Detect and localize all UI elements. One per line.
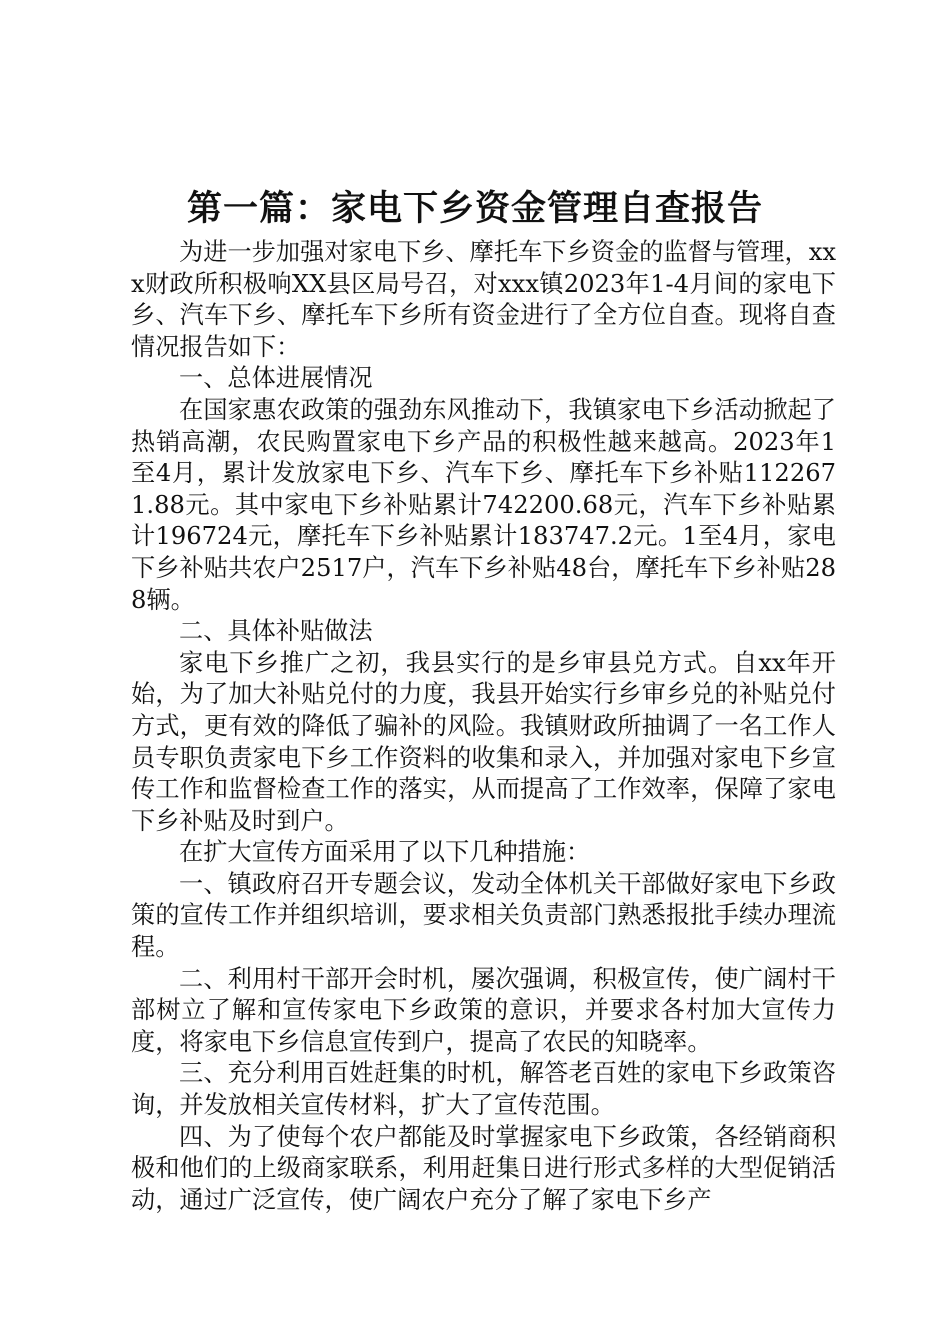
section-heading-subsidy-practice: 二、具体补贴做法 [179,617,373,646]
publicity-measures-intro: 在扩大宣传方面采用了以下几种措施： [179,838,591,867]
measure-item-4: 四、为了使每个农户都能及时掌握家电下乡政策，各经销商积极和他们的上级商家联系，利用赶集日进行形式多样的大型促销活动，通过广泛宣传，使广阔农户充分了解了家电下乡产 [131,1122,836,1214]
document-title: 第一篇：家电下乡资金管理自查报告 [186,189,763,229]
section-heading-overall-progress: 一、总体进展情况 [179,364,373,393]
measure-item-1: 一、镇政府召开专题会议，发动全体机关干部做好家电下乡政策的宣传工作并组织培训，要求相关负责部门熟悉报批手续办理流程。 [131,869,836,962]
overall-progress-paragraph: 在国家惠农政策的强劲东风推动下，我镇家电下乡活动掀起了热销高潮，农民购置家电下乡产品的积极性越来越高。2023年1至4月，累计发放家电下乡、汽车下乡、摩托车下乡补贴1122671.88元。其中家电下乡补贴累计742200.68元，汽车下乡补贴累计196724元，摩托车下乡补贴累计183747.2元。1至4月，家电下乡补贴共农户2517户，汽车下乡补贴48台，摩托车下乡补贴288辆。 [131,395,836,614]
subsidy-practice-paragraph: 家电下乡推广之初，我县实行的是乡审县兑方式。自xx年开始，为了加大补贴兑付的力度，我县开始实行乡审乡兑的补贴兑付方式，更有效的降低了骗补的风险。我镇财政所抽调了一名工作人员专职负责家电下乡工作资料的收集和录入，并加强对家电下乡宣传工作和监督检查工作的落实，从而提高了工作效率，保障了家电下乡补贴及时到户。 [131,648,836,835]
document-body [131,237,836,1216]
intro-paragraph: 为进一步加强对家电下乡、摩托车下乡资金的监督与管理，xxx财政所积极响XX县区局号召，对xxx镇2023年1-4月间的家电下乡、汽车下乡、摩托车下乡所有资金进行了全方位自查。现将自查情况报告如下： [131,238,836,361]
measure-item-2: 二、利用村干部开会时机，屡次强调，积极宣传，使广阔村干部树立了解和宣传家电下乡政策的意识，并要求各村加大宣传力度，将家电下乡信息宣传到户，提高了农民的知晓率。 [131,964,836,1056]
measure-item-3: 三、充分利用百姓赶集的时机，解答老百姓的家电下乡政策咨询，并发放相关宣传材料，扩大了宣传范围。 [131,1059,836,1120]
